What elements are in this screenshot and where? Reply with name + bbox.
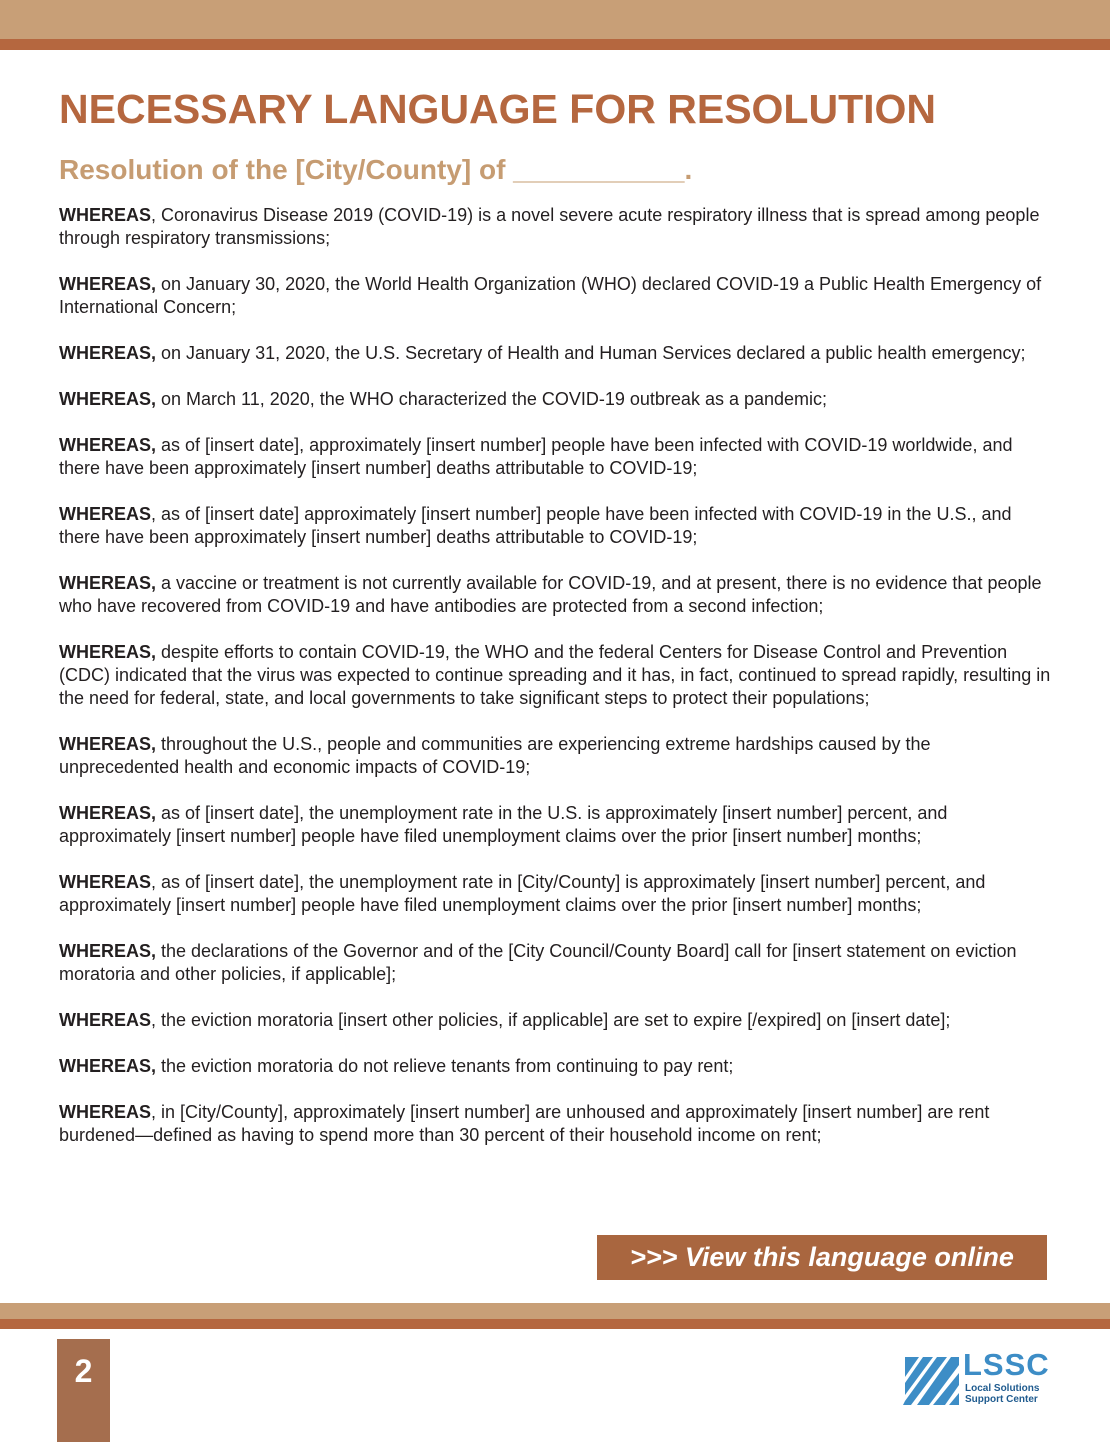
view-language-online-button[interactable]: >>> View this language online — [597, 1235, 1047, 1280]
logo-title: LSSC — [963, 1347, 1050, 1382]
clause-keyword: WHEREAS, — [59, 642, 157, 662]
clause-text: , as of [insert date], the unemployment rate in [City/County] is approximately [insert number] percent, and approximately [insert number] people have filed unemployment claims over the prior [insert number] months; — [59, 872, 986, 915]
clause — [59, 733, 1054, 779]
clause-text: , the eviction moratoria [insert other policies, if applicable] are set to expire [/expired] on [insert date]; — [151, 1010, 951, 1030]
top-band-light — [0, 0, 1110, 39]
page-number: 2 — [74, 1353, 93, 1389]
lssc-logo — [903, 1347, 1063, 1409]
clause-keyword: WHEREAS, — [59, 274, 157, 294]
lssc-logo-mark-icon — [903, 1355, 961, 1407]
clause-text: , Coronavirus Disease 2019 (COVID-19) is a novel severe acute respiratory illness that is spread among people through respiratory transmissions; — [59, 205, 1040, 248]
clause — [59, 204, 1054, 250]
page-title: NECESSARY LANGUAGE FOR RESOLUTION — [59, 86, 937, 132]
clause — [59, 940, 1054, 986]
clause-keyword: WHEREAS — [59, 1010, 152, 1030]
clause-text: on January 31, 2020, the U.S. Secretary of Health and Human Services declared a public health emergency; — [156, 343, 1026, 363]
clause-text: on January 30, 2020, the World Health Organization (WHO) declared COVID-19 a Public Health Emergency of International Concern; — [59, 274, 1042, 317]
clause-keyword: WHEREAS, — [59, 941, 157, 961]
clause-text: the declarations of the Governor and of the [City Council/County Board] call for [insert statement on eviction moratoria and other policies, if applicable]; — [59, 941, 1017, 984]
clause-keyword: WHEREAS — [59, 504, 152, 524]
bottom-band-dark — [0, 1319, 1110, 1329]
clause — [59, 572, 1054, 618]
clause-keyword: WHEREAS — [59, 872, 152, 892]
clause — [59, 1101, 1054, 1147]
clause-keyword: WHEREAS, — [59, 803, 157, 823]
clause-keyword: WHEREAS, — [59, 343, 157, 363]
clause-text: the eviction moratoria do not relieve tenants from continuing to pay rent; — [156, 1056, 734, 1076]
clause — [59, 342, 1054, 365]
clause — [59, 641, 1054, 710]
clause-keyword: WHEREAS — [59, 1102, 152, 1122]
page-number-box — [57, 1339, 110, 1442]
clause — [59, 388, 1054, 411]
clause — [59, 503, 1054, 549]
clause-text: as of [insert date], approximately [insert number] people have been infected with COVID-19 worldwide, and there have been approximately [insert number] deaths attributable to COVID-19; — [59, 435, 1013, 478]
clause-keyword: WHEREAS, — [59, 734, 157, 754]
clause-text: despite efforts to contain COVID-19, the WHO and the federal Centers for Disease Control and Prevention (CDC) indicated that the virus was expected to continue spreading and it has, in fact, continued to spread rapidly, resulting in the need for federal, state, and local governments to take significant steps to protect their populations; — [59, 642, 1051, 708]
logo-subtitle-line1: Local Solutions — [965, 1383, 1040, 1394]
clause-text: , as of [insert date] approximately [insert number] people have been infected with COVID-19 in the U.S., and there have been approximately [insert number] deaths attributable to COVID-19; — [59, 504, 1012, 547]
clause-text: a vaccine or treatment is not currently available for COVID-19, and at present, there is no evidence that people who have recovered from COVID-19 and have antibodies are protected from a second infection; — [59, 573, 1042, 616]
clause — [59, 1055, 1054, 1078]
clause-keyword: WHEREAS, — [59, 435, 157, 455]
clause-keyword: WHEREAS, — [59, 389, 157, 409]
top-band-dark — [0, 39, 1110, 50]
clause-keyword: WHEREAS, — [59, 1056, 157, 1076]
clause-keyword: WHEREAS — [59, 205, 152, 225]
clause — [59, 871, 1054, 917]
page-subtitle: Resolution of the [City/County] of ___________. — [59, 154, 693, 185]
clause — [59, 1009, 1054, 1032]
clause — [59, 273, 1054, 319]
clause — [59, 802, 1054, 848]
clause-keyword: WHEREAS, — [59, 573, 157, 593]
resolution-clauses — [59, 204, 1054, 1170]
clause — [59, 434, 1054, 480]
clause-text: throughout the U.S., people and communities are experiencing extreme hardships caused by the unprecedented health and economic impacts of COVID-19; — [59, 734, 931, 777]
logo-subtitle-line2: Support Center — [965, 1394, 1038, 1405]
bottom-band-light — [0, 1303, 1110, 1319]
clause-text: on March 11, 2020, the WHO characterized the COVID-19 outbreak as a pandemic; — [156, 389, 828, 409]
clause-text: as of [insert date], the unemployment rate in the U.S. is approximately [insert number] percent, and approximately [insert number] people have filed unemployment claims over the prior [insert number] months; — [59, 803, 948, 846]
clause-text: , in [City/County], approximately [insert number] are unhoused and approximately [insert number] are rent burdened—defined as having to spend more than 30 percent of their household income on rent; — [59, 1102, 990, 1145]
